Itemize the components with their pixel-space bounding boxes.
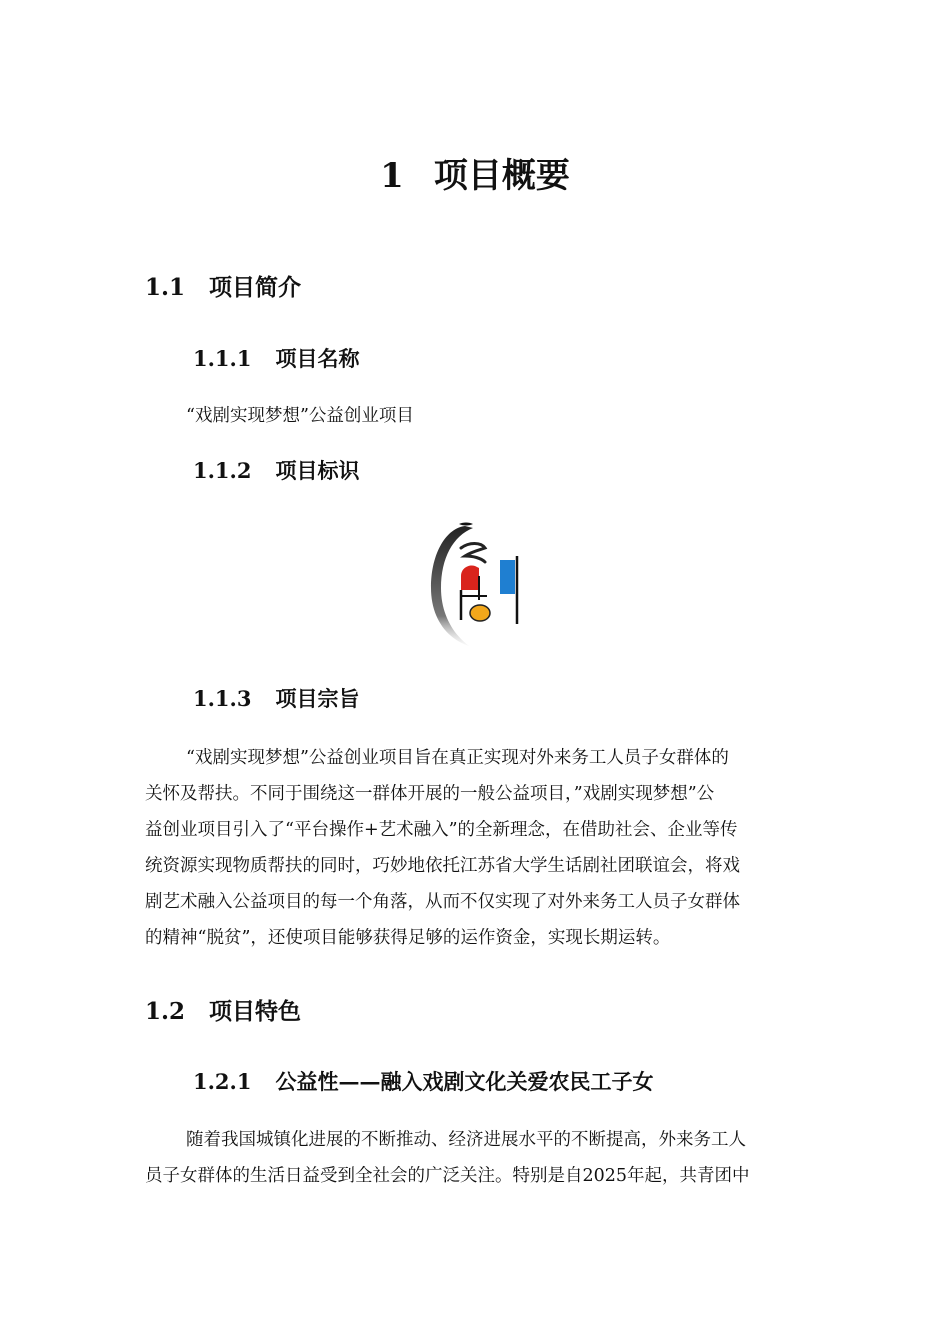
feature-paragraph-line: 员子女群体的生活日益受到全社会的广泛关注。特别是自2025年起，共青团中 xyxy=(145,1166,750,1186)
section-heading-1-1 xyxy=(145,272,301,304)
project-name-text: “戏剧实现梦想”公益创业项目 xyxy=(186,406,414,426)
subsection-number: 1.1.1 xyxy=(193,346,252,371)
purpose-paragraph-line: 的精神“脱贫”，还使项目能够获得足够的运作资金，实现长期运转。 xyxy=(145,928,671,948)
subsection-number: 1.1.2 xyxy=(193,458,252,483)
chapter-heading xyxy=(0,152,950,200)
chapter-title: 项目概要 xyxy=(433,156,570,196)
feature-paragraph-line: 随着我国城镇化进展的不断推动、经济进展水平的不断提高，外来务工人 xyxy=(186,1130,746,1150)
section-title: 项目特色 xyxy=(209,998,302,1025)
subsection-heading-1-1-1 xyxy=(193,344,359,374)
subsection-title: 项目名称 xyxy=(275,346,360,371)
chapter-number: 1 xyxy=(380,156,404,196)
subsection-number: 1.1.3 xyxy=(193,686,252,711)
section-number: 1.2 xyxy=(145,998,186,1025)
purpose-paragraph-line: “戏剧实现梦想”公益创业项目旨在真正实现对外来务工人员子女群体的 xyxy=(186,748,729,768)
drama-logo-icon xyxy=(425,520,535,650)
subsection-heading-1-2-1 xyxy=(193,1067,653,1097)
purpose-paragraph-line: 关怀及帮扶。不同于围绕这一群体开展的一般公益项目，”戏剧实现梦想”公 xyxy=(145,784,715,804)
subsection-number: 1.2.1 xyxy=(193,1069,252,1094)
purpose-paragraph-line: 统资源实现物质帮扶的同时，巧妙地依托江苏省大学生话剧社团联谊会，将戏 xyxy=(145,856,740,876)
subsection-title: 项目宗旨 xyxy=(275,686,360,711)
section-number: 1.1 xyxy=(145,274,186,301)
subsection-title: 公益性——融入戏剧文化关爱农民工子女 xyxy=(275,1069,654,1094)
purpose-paragraph-line: 益创业项目引入了“平台操作+艺术融入”的全新理念，在借助社会、企业等传 xyxy=(145,820,738,840)
subsection-title: 项目标识 xyxy=(275,458,360,483)
section-title: 项目简介 xyxy=(209,274,302,301)
section-heading-1-2 xyxy=(145,996,301,1028)
purpose-paragraph-line: 剧艺术融入公益项目的每一个角落，从而不仅实现了对外来务工人员子女群体 xyxy=(145,892,740,912)
subsection-heading-1-1-3 xyxy=(193,684,359,714)
subsection-heading-1-1-2 xyxy=(193,456,359,486)
